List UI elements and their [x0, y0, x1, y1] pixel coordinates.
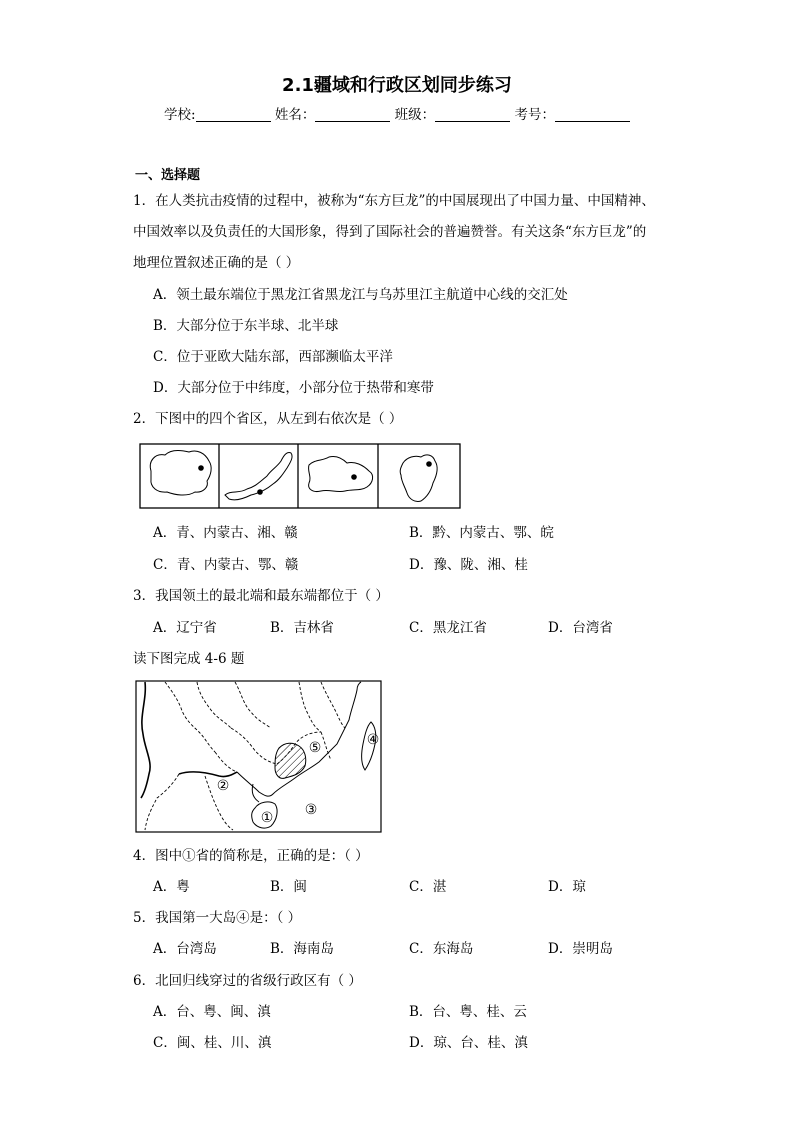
question-6-stem: 6．北回归线穿过的省级行政区有（ ）: [133, 973, 362, 989]
question-4-option-d[interactable]: D．琼: [548, 879, 586, 895]
province-outlines-figure: [139, 443, 461, 509]
name-field[interactable]: [315, 107, 390, 122]
question-1-stem-line-3: 地理位置叙述正确的是（ ）: [133, 255, 300, 271]
question-5-option-a[interactable]: A．台湾岛: [153, 941, 217, 957]
map-label-3: ③: [304, 802, 318, 818]
question-5-option-c[interactable]: C．东海岛: [409, 941, 474, 957]
name-label: 姓名：: [274, 107, 316, 123]
map-label-1: ①: [260, 810, 274, 826]
question-3-option-a[interactable]: A．辽宁省: [153, 620, 217, 636]
question-1-stem-line-1: 1．在人类抗击疫情的过程中，被称为“东方巨龙”的中国展现出了中国力量、中国精神、: [133, 193, 655, 209]
question-4-option-b[interactable]: B．闽: [270, 879, 307, 895]
school-field[interactable]: [196, 107, 271, 122]
province-outline-1: [150, 450, 211, 495]
class-label: 班级：: [394, 107, 436, 123]
question-5-stem: 5．我国第一大岛④是：（ ）: [133, 910, 302, 926]
map-label-2: ②: [216, 778, 230, 794]
student-info-line: [0, 103, 794, 123]
page-title: 2.1疆域和行政区划同步练习: [282, 75, 512, 96]
question-3-stem: 3．我国领土的最北端和最东端都位于（ ）: [133, 588, 389, 604]
question-3-option-b[interactable]: B．吉林省: [270, 620, 334, 636]
map-label-4: ④: [366, 732, 380, 748]
question-6-option-b[interactable]: B．台、粤、桂、云: [409, 1004, 527, 1020]
school-label: 学校:: [164, 107, 196, 123]
question-3-option-d[interactable]: D．台湾省: [548, 620, 613, 636]
question-5-option-d[interactable]: D．崇明岛: [548, 941, 613, 957]
question-4-stem: 4．图中①省的简称是，正确的是：（ ）: [133, 848, 369, 864]
south-china-map-figure: [135, 680, 382, 833]
question-1-option-a[interactable]: A．领土最东端位于黑龙江省黑龙江与乌苏里江主航道中心线的交汇处: [153, 287, 568, 303]
question-5-option-b[interactable]: B．海南岛: [270, 941, 334, 957]
question-3-option-c[interactable]: C．黑龙江省: [409, 620, 487, 636]
province-outline-3: [309, 456, 373, 491]
question-4-option-c[interactable]: C．湛: [409, 879, 447, 895]
question-2-option-b[interactable]: B．黔、内蒙古、鄂、皖: [409, 525, 554, 541]
question-2-option-a[interactable]: A．青、内蒙古、湘、赣: [153, 525, 298, 541]
question-1-option-b[interactable]: B．大部分位于东半球、北半球: [153, 318, 339, 334]
exam-number-field[interactable]: [555, 107, 630, 122]
figure-instruction: 读下图完成 4-6 题: [133, 651, 245, 667]
question-6-option-a[interactable]: A．台、粤、闽、滇: [153, 1004, 271, 1020]
exam-label: 考号：: [514, 107, 555, 123]
question-1-option-c[interactable]: C．位于亚欧大陆东部，西部濒临太平洋: [153, 349, 393, 365]
section-title: 一、选择题: [135, 168, 201, 183]
question-6-option-c[interactable]: C．闽、桂、川、滇: [153, 1035, 272, 1051]
map-label-5: ⑤: [308, 740, 322, 756]
question-1-stem-line-2: 中国效率以及负责任的大国形象，得到了国际社会的普遍赞誉。有关这条“东方巨龙”的: [133, 224, 647, 240]
question-2-stem: 2．下图中的四个省区，从左到右依次是（ ）: [133, 411, 403, 427]
question-2-option-c[interactable]: C．青、内蒙古、鄂、赣: [153, 557, 299, 573]
class-field[interactable]: [435, 107, 510, 122]
question-4-option-a[interactable]: A．粤: [153, 879, 190, 895]
province-outline-4: [400, 455, 437, 502]
question-6-option-d[interactable]: D．琼、台、桂、滇: [409, 1035, 528, 1051]
question-1-option-d[interactable]: D．大部分位于中纬度，小部分位于热带和寒带: [153, 380, 434, 396]
question-2-option-d[interactable]: D．豫、陇、湘、桂: [409, 557, 528, 573]
